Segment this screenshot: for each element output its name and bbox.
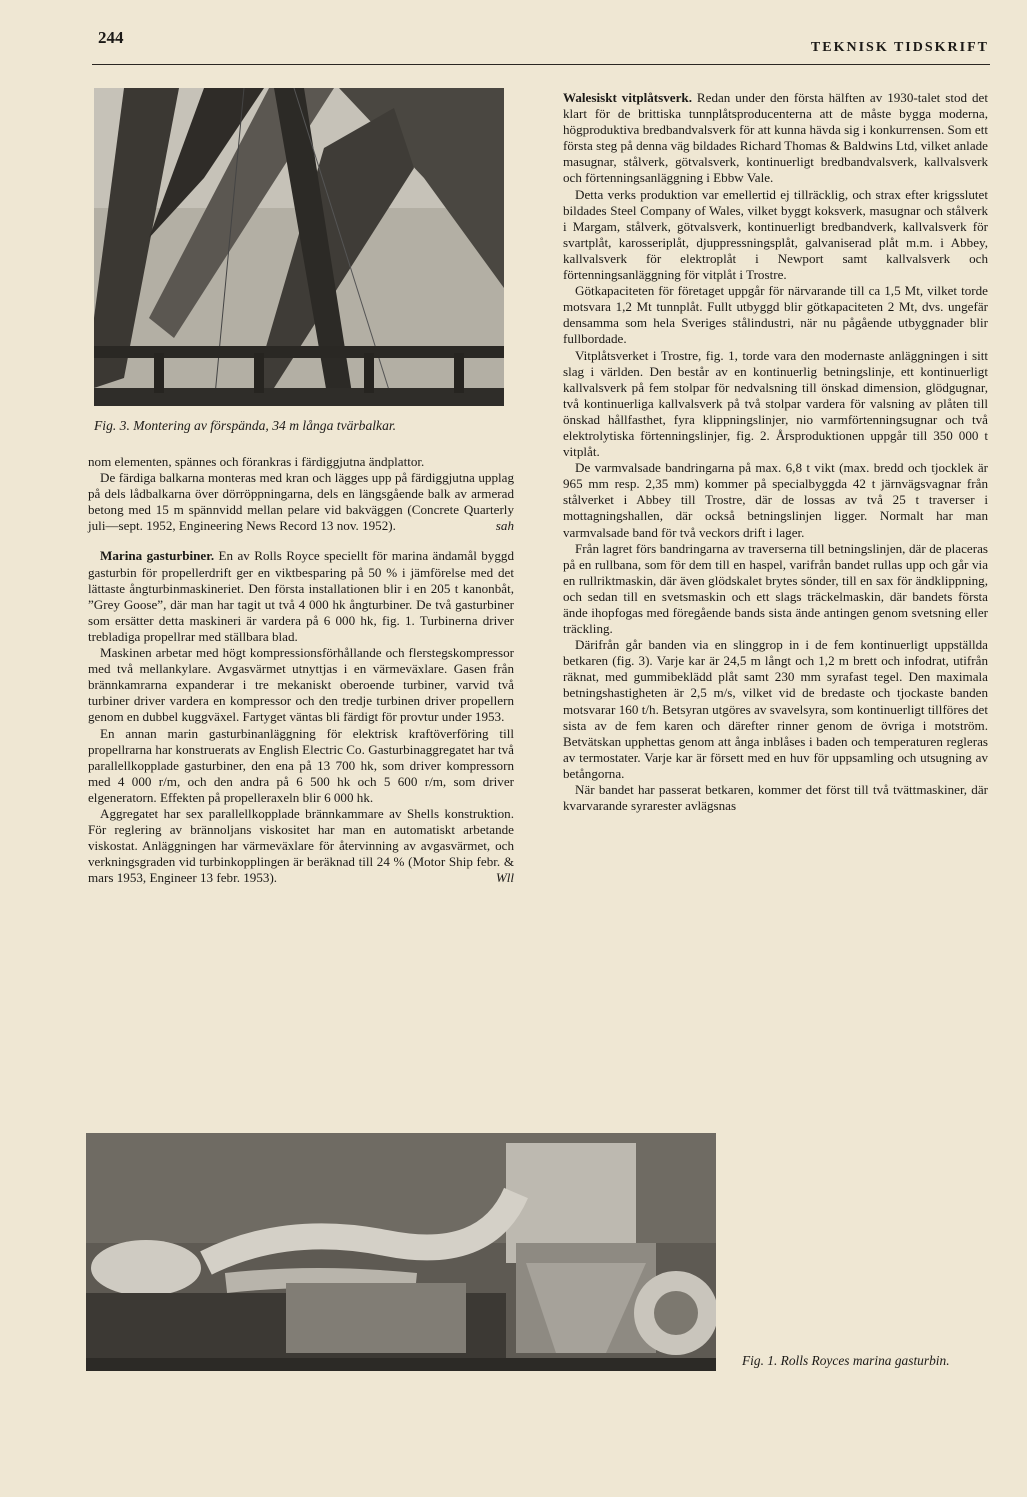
page-number: 244	[98, 28, 124, 47]
figure-1-caption: Fig. 1. Rolls Royces marina gasturbin.	[742, 1353, 950, 1368]
right-paragraph-6: Från lagret förs bandringarna av traverserna till betningslinjen, där de placeras på en rullbana, som för dem till en haspel, varifrån bandet rullas upp och går via en rullriktmaskin, där även glödskalet brytes sönder, till en sax för ändklippning, och sedan till en svetsmaskin och ett slags träckelmaskin, där bandets första ände ihopfogas med föregående bands sista ände antingen genom svetsning eller träckling.	[563, 540, 988, 637]
right-paragraph-8: När bandet har passerat betkaren, kommer det först till två tvättmaskiner, där kvarvarande syrarester avlägsnas	[563, 782, 988, 814]
left-paragraph-5: En annan marin gasturbinanläggning för elektrisk kraftöverföring till propellrarna har konstruerats av English Electric Co. Gasturbinaggregatet har två parallellkopplade gasturbiner, den ena på 13 700 hk, som driver kompressorn med 4 000 r/m, och den andra på 6 500 hk och 5 600 r/m, som driver elgeneratorn. Effekten på propelleraxeln blir 6 000 hk.	[88, 725, 514, 805]
left-paragraph-4: Maskinen arbetar med högt kompressionsförhållande och flerstegskompressor med två mellankylare. Avgasvärmet utnyttjas i en värmeväxlare. Gasen från brännkamrarna expanderar i tre mekaniskt oberoende turbiner, varvid två turbiner driver vardera en kompressor och den tredje turbinen driver propellern genom en dubbel kuggväxel. Fartyget väntas bli färdigt för provtur under 1953.	[88, 645, 514, 725]
right-paragraph-7: Därifrån går banden via en slinggrop in i de fem kontinuerligt uppställda betkaren (fig. 3). Varje kar är 24,5 m långt och 1,2 m brett och infodrat, utifrån räknat, med gummibeklädd plåt samt 230 mm syrafast tegel. Den maximala betningshastigheten är 2,5 m/s, vilket vid de bredaste och tjockaste banden motsvarar 160 t/h. Betsyran utgöres av svavelsyra, som kontinuerligt tillföres det sista av de fem karen och därefter rinner genom de övriga i motström. Betvätskan upphettas genom att ånga inblåses i baden och temperaturen regleras av termostater. Varje kar är försett med en huv för uppsamling och utsugning av betångorna.	[563, 637, 988, 781]
left-column	[88, 454, 514, 886]
left-paragraph-3	[88, 548, 514, 645]
right-paragraph-5: De varmvalsade bandringarna på max. 6,8 t vikt (max. bredd och tjocklek är 965 mm resp. 2,35 mm) kommer på specialbyggda 42 t järnvägsvagnar från stålverket i Abbey till Trostre, där de lossas av två 25 t traverser i mottagningshallen, där också betningslinjen ligger. Normalt har man varmvalsade band för två veckors drift i lager.	[563, 460, 988, 540]
signature-wll: Wll	[495, 870, 514, 886]
right-paragraph-4: Vitplåtsverket i Trostre, fig. 1, torde vara den modernaste anläggningen i sitt slag i världen. Den består av en kontinuerlig betningslinje, ett kontinuerligt kallvalsverk på fem stolpar för nedvalsning till önskad dimension, glödgugnar, två kontinuerliga kallvalsverk på två stolpar vardera för valsning av plåten till önskad hållfasthet, fyra klippningslinjer, nio varmförtenningsugnar och två elektrolytiska förtenningslinjer, fig. 2. Årsproduktionen uppgår till 350 000 t vitplåt.	[563, 347, 988, 460]
figure-3-illustration	[94, 88, 504, 406]
right-column	[563, 90, 988, 814]
left-paragraph-6-text: Aggregatet har sex parallellkopplade brännkammare av Shells konstruktion. För reglering av brännoljans viskositet har man en automatiskt arbetande viskostat. Anläggningen har värmeväxlare för återvinning av avgasvärmet, och verkningsgraden vid turbinkopplingen är beräknad till 24 % (Motor Ship febr. & mars 1953, Engineer 13 febr. 1953).	[88, 805, 514, 886]
left-paragraph-3-text: En av Rolls Royce speciellt för marina ändamål byggd gasturbin för propellerdrift ger en viktbesparing på 50 % i jämförelse med det lättaste ångturbinmaskineriet. Den första installationen blir i en 205 t kanonbåt, ”Grey Goose”, där man har tagit ut två 4 000 hk ångturbiner. De två gasturbiner som ersätter detta maskineri är vardera på 6 000 hk, fig. 1. Turbinerna driver trebladiga propellrar med ställbara blad.	[88, 548, 514, 644]
right-paragraph-3: Götkapaciteten för företaget uppgår för närvarande till ca 1,5 Mt, vilket torde motsvara 1,2 Mt tunnplåt. Fullt utbyggd blir götkapaciteten 2 Mt, dvs. ungefär densamma som hela Sveriges stålindustri, när nu pågående utbyggnader blir fullbordade.	[563, 283, 988, 347]
left-paragraph-1: nom elementen, spännes och förankras i färdiggjutna ändplattor.	[88, 454, 425, 469]
figure-1-illustration	[86, 1133, 716, 1371]
right-paragraph-1	[563, 90, 988, 187]
journal-title: TEKNISK TIDSKRIFT	[810, 40, 989, 55]
section-title-walesiskt-vitplatsverk: Walesiskt vitplåtsverk.	[563, 90, 692, 105]
header-rule	[92, 64, 990, 65]
right-paragraph-1-text: Redan under den första hälften av 1930-talet stod det klart för de brittiska tunnplåtsproducenterna att de måste bygga moderna, högproduktiva bredbandvalsverk för att kunna hävda sig i konkurrensen. Som ett första steg på denna väg bildades Richard Thomas & Baldwins Ltd, vilket anlade masugnar, stålverk, götvalsverk, kontinuerligt bredbandvalsverk, kallvalsverk och förtenningsanläggning i Ebbw Vale.	[563, 90, 988, 186]
left-paragraph-2	[88, 470, 514, 534]
figure-1-photo	[86, 1133, 716, 1371]
right-paragraph-2: Detta verks produktion var emellertid ej tillräcklig, och strax efter krigsslutet bildades Steel Company of Wales, vilket byggt koksverk, masugnar och stålverk i Margam, stålverk, götvalsverk, kontinuerligt bredbandverk, kallvalsverk för svartplåt, karosseriplåt, djuppressningsplåt, galvaniserad plåt m.m. i Abbey, kallvalsverk för elektroplåt i Newport samt kallvalsverk och förtenningsanläggning för vitplåt i Trostre.	[563, 186, 988, 283]
left-paragraph-6	[88, 806, 514, 886]
section-title-marina-gasturbiner: Marina gasturbiner.	[100, 548, 215, 564]
left-paragraph-2-text: De färdiga balkarna monteras med kran och lägges upp på färdiggjutna upplag på dels lådbalkarna över dörröppningarna, dels en längsgående balk av armerad betong med 15 m spännvidd mellan pelare vid bakväggen (Concrete Quarterly juli—sept. 1952, Engineering News Record 13 nov. 1952).	[88, 470, 514, 534]
figure-3-photo	[94, 88, 504, 406]
signature-sah: sah	[495, 518, 514, 534]
figure-3-caption: Fig. 3. Montering av förspända, 34 m långa tvärbalkar.	[94, 418, 397, 433]
